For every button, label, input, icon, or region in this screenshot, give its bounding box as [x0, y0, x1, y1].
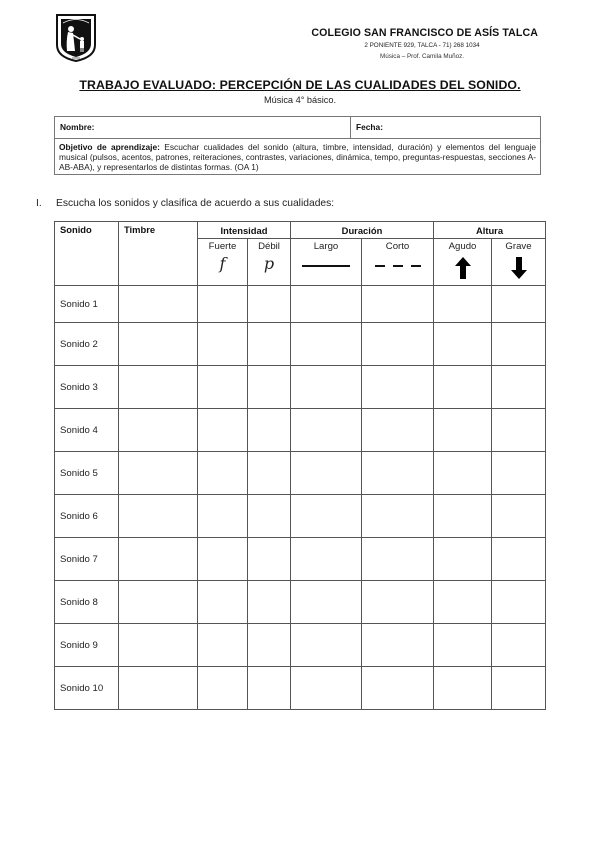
row-label: Sonido 3 [55, 366, 119, 409]
answer-cell-grave[interactable] [492, 495, 546, 538]
table-row [55, 495, 546, 538]
header-sonido: Sonido [55, 222, 119, 286]
answer-cell-debil[interactable] [248, 581, 291, 624]
row-label: Sonido 2 [55, 323, 119, 366]
answer-cell-timbre[interactable] [119, 495, 198, 538]
row-label: Sonido 1 [55, 286, 119, 323]
answer-cell-grave[interactable] [492, 452, 546, 495]
answer-cell-largo[interactable] [291, 452, 362, 495]
table-row [55, 286, 546, 323]
subheader-debil [248, 239, 291, 286]
answer-cell-agudo[interactable] [434, 538, 492, 581]
date-label: Fecha: [356, 122, 383, 132]
answer-cell-debil[interactable] [248, 409, 291, 452]
answer-cell-corto[interactable] [362, 624, 434, 667]
answer-cell-agudo[interactable] [434, 452, 492, 495]
answer-cell-debil[interactable] [248, 323, 291, 366]
answer-cell-grave[interactable] [492, 409, 546, 452]
objective-label: Objetivo de aprendizaje: [59, 142, 160, 152]
forte-symbol: f [219, 254, 226, 273]
row-label: Sonido 8 [55, 581, 119, 624]
answer-cell-grave[interactable] [492, 286, 546, 323]
long-solid-line-icon [302, 265, 350, 267]
instruction-text: Escucha los sonidos y clasifica de acuerdo a sus cualidades: [56, 198, 335, 209]
answer-cell-agudo[interactable] [434, 495, 492, 538]
fuerte-label: Fuerte [208, 241, 237, 252]
answer-cell-largo[interactable] [291, 667, 362, 710]
answer-cell-debil[interactable] [248, 286, 291, 323]
table-row [55, 323, 546, 366]
answer-cell-largo[interactable] [291, 581, 362, 624]
row-label: Sonido 6 [55, 495, 119, 538]
answer-cell-fuerte[interactable] [198, 409, 248, 452]
answer-cell-agudo[interactable] [434, 409, 492, 452]
row-label: Sonido 5 [55, 452, 119, 495]
answer-cell-corto[interactable] [362, 581, 434, 624]
answer-cell-grave[interactable] [492, 366, 546, 409]
answer-cell-timbre[interactable] [119, 667, 198, 710]
answer-cell-debil[interactable] [248, 366, 291, 409]
row-label: Sonido 9 [55, 624, 119, 667]
subheader-largo [291, 239, 362, 286]
arrow-up-icon [455, 257, 471, 279]
answer-cell-grave[interactable] [492, 323, 546, 366]
answer-cell-fuerte[interactable] [198, 495, 248, 538]
school-name: COLEGIO SAN FRANCISCO DE ASÍS TALCA [311, 27, 538, 39]
learning-objective [55, 139, 541, 175]
subheader-grave [492, 239, 546, 286]
answer-cell-timbre[interactable] [119, 452, 198, 495]
answer-cell-corto[interactable] [362, 538, 434, 581]
answer-cell-largo[interactable] [291, 323, 362, 366]
answer-cell-grave[interactable] [492, 667, 546, 710]
header-altura: Altura [434, 222, 546, 239]
answer-cell-largo[interactable] [291, 495, 362, 538]
header-duracion: Duración [291, 222, 434, 239]
table-row [55, 581, 546, 624]
answer-cell-corto[interactable] [362, 323, 434, 366]
sound-classification-table [54, 221, 546, 710]
answer-cell-corto[interactable] [362, 286, 434, 323]
school-crest-icon [54, 13, 98, 63]
largo-label: Largo [313, 241, 339, 252]
worksheet-title: TRABAJO EVALUADO: PERCEPCIÓN DE LAS CUALIDADES DEL SONIDO. [79, 78, 521, 92]
school-address: 2 PONIENTE 929, TALCA - 71) 268 1034 [364, 42, 480, 49]
answer-cell-timbre[interactable] [119, 366, 198, 409]
answer-cell-debil[interactable] [248, 495, 291, 538]
agudo-label: Agudo [448, 241, 477, 252]
answer-cell-largo[interactable] [291, 624, 362, 667]
answer-cell-fuerte[interactable] [198, 323, 248, 366]
answer-cell-grave[interactable] [492, 538, 546, 581]
answer-cell-debil[interactable] [248, 624, 291, 667]
subheader-corto [362, 239, 434, 286]
student-info-table [54, 116, 541, 175]
debil-label: Débil [258, 241, 280, 252]
answer-cell-agudo[interactable] [434, 323, 492, 366]
row-label: Sonido 10 [55, 667, 119, 710]
header-timbre: Timbre [119, 222, 198, 286]
answer-cell-debil[interactable] [248, 667, 291, 710]
name-field[interactable] [55, 117, 351, 139]
table-row [55, 452, 546, 495]
answer-cell-corto[interactable] [362, 409, 434, 452]
answer-cell-debil[interactable] [248, 452, 291, 495]
dashed-line-icon [375, 265, 421, 267]
answer-cell-fuerte[interactable] [198, 286, 248, 323]
corto-label: Corto [385, 241, 410, 252]
answer-cell-fuerte[interactable] [198, 581, 248, 624]
answer-cell-fuerte[interactable] [198, 624, 248, 667]
table-row [55, 624, 546, 667]
objective-text: Escuchar cualidades del sonido (altura, timbre, intensidad, duración) y elementos del lenguaje musical (pulsos, acentos, patrones, reiteraciones, contrastes, variaciones, dinámica, tempo, preguntas-respuestas, secciones A-AB-ABA), y representarlos de distintas formas. (OA 1) [59, 142, 536, 172]
answer-cell-agudo[interactable] [434, 366, 492, 409]
answer-cell-agudo[interactable] [434, 581, 492, 624]
answer-cell-largo[interactable] [291, 538, 362, 581]
worksheet-subtitle: Música 4° básico. [263, 95, 337, 105]
answer-cell-largo[interactable] [291, 409, 362, 452]
table-row [55, 538, 546, 581]
table-row [55, 409, 546, 452]
answer-cell-corto[interactable] [362, 366, 434, 409]
answer-cell-agudo[interactable] [434, 624, 492, 667]
table-row [55, 667, 546, 710]
answer-cell-timbre[interactable] [119, 538, 198, 581]
answer-cell-largo[interactable] [291, 366, 362, 409]
answer-cell-timbre[interactable] [119, 409, 198, 452]
row-label: Sonido 4 [55, 409, 119, 452]
answer-cell-agudo[interactable] [434, 286, 492, 323]
date-field[interactable] [351, 117, 541, 139]
grave-label: Grave [505, 241, 532, 252]
arrow-down-icon [511, 257, 527, 279]
answer-cell-fuerte[interactable] [198, 452, 248, 495]
answer-cell-grave[interactable] [492, 624, 546, 667]
answer-cell-fuerte[interactable] [198, 366, 248, 409]
answer-cell-agudo[interactable] [434, 667, 492, 710]
answer-cell-debil[interactable] [248, 538, 291, 581]
instruction [36, 198, 334, 209]
row-label: Sonido 7 [55, 538, 119, 581]
piano-symbol: p [263, 254, 275, 273]
answer-cell-largo[interactable] [291, 286, 362, 323]
answer-cell-grave[interactable] [492, 581, 546, 624]
subheader-agudo [434, 239, 492, 286]
answer-cell-timbre[interactable] [119, 286, 198, 323]
header-intensidad: Intensidad [198, 222, 291, 239]
answer-cell-fuerte[interactable] [198, 538, 248, 581]
answer-cell-corto[interactable] [362, 495, 434, 538]
subheader-fuerte [198, 239, 248, 286]
answer-cell-timbre[interactable] [119, 581, 198, 624]
answer-cell-corto[interactable] [362, 452, 434, 495]
answer-cell-timbre[interactable] [119, 624, 198, 667]
instruction-number: I. [36, 198, 42, 209]
teacher-name: Música – Prof. Camila Muñoz. [380, 53, 464, 60]
name-label: Nombre: [60, 122, 95, 132]
answer-cell-corto[interactable] [362, 667, 434, 710]
answer-cell-timbre[interactable] [119, 323, 198, 366]
answer-cell-fuerte[interactable] [198, 667, 248, 710]
table-row [55, 366, 546, 409]
